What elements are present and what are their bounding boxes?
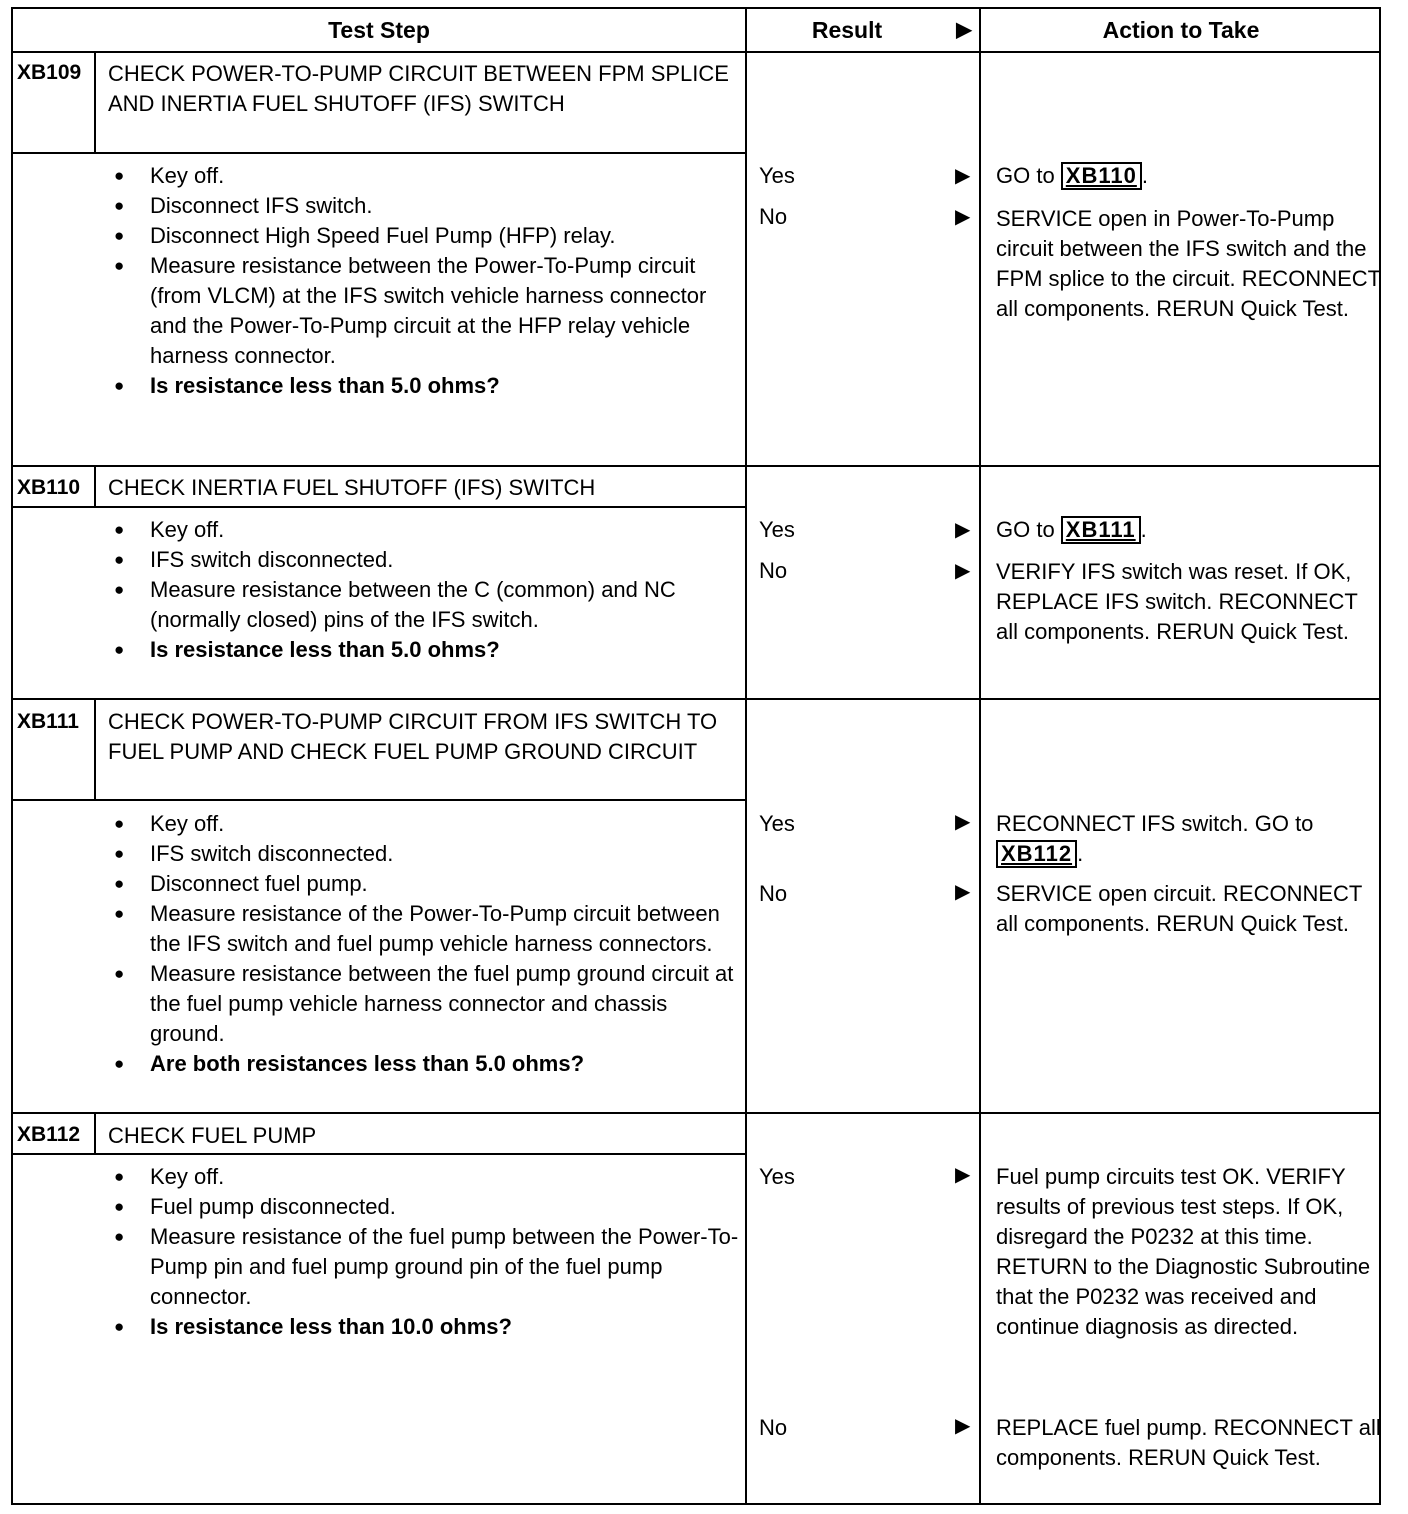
bullet-question: ● Are both resistances less than 5.0 ohms? (108, 1049, 748, 1079)
header-result: Result (811, 17, 883, 43)
arrow-icon: ▶ (955, 1415, 971, 1437)
title-divider (13, 506, 745, 508)
header-divider (13, 51, 1379, 53)
action-text: . (1077, 841, 1084, 866)
step-bullets (108, 809, 748, 1079)
bullet-question: ● Is resistance less than 10.0 ohms? (108, 1312, 748, 1342)
header-action: Action to Take (1102, 17, 1260, 43)
bullet-item: ● Key off. (108, 515, 748, 545)
action-text: . (1141, 163, 1148, 188)
header-arrow-icon: ▶ (956, 19, 972, 41)
bullet-item: ● Key off. (108, 1162, 748, 1192)
bullet-item: ● Disconnect fuel pump. (108, 869, 748, 899)
action-text: . (1140, 517, 1147, 542)
step-id: XB111 (17, 710, 79, 733)
step-reference-label: XB110 (1065, 163, 1137, 188)
step-id: XB110 (17, 476, 81, 499)
step-reference-label: XB112 (1001, 841, 1073, 866)
result-yes: Yes (759, 163, 795, 188)
arrow-icon: ▶ (955, 811, 971, 833)
action-text: RECONNECT IFS switch. GO to (996, 811, 1314, 836)
bullet-item: ● Key off. (108, 809, 748, 839)
action-text: GO to (996, 163, 1061, 188)
step-reference-label: XB111 (1065, 517, 1136, 542)
step-id: XB112 (17, 1123, 81, 1146)
bullet-item: ● Measure resistance between the Power-To-Pump circuit (from VLCM) at the IFS switch vehicle harness connector and the Power-To-Pump circuit at the HFP relay vehicle harness connector. (108, 251, 748, 371)
arrow-icon: ▶ (955, 519, 971, 541)
bullet-item: ● Measure resistance between the C (common) and NC (normally closed) pins of the IFS switch. (108, 575, 748, 635)
result-yes: Yes (759, 517, 795, 542)
bullet-item: ● Measure resistance of the fuel pump between the Power-To-Pump pin and fuel pump ground pin of the fuel pump connector. (108, 1222, 748, 1312)
id-divider (94, 467, 96, 507)
id-divider (94, 700, 96, 800)
step-bullets (108, 1162, 748, 1342)
arrow-icon: ▶ (955, 1164, 971, 1186)
column-divider (979, 9, 981, 1503)
step-reference[interactable] (1061, 516, 1141, 544)
bullet-item: ● Fuel pump disconnected. (108, 1192, 748, 1222)
step-title: CHECK FUEL PUMP (108, 1123, 317, 1148)
result-no: No (759, 204, 788, 229)
action-yes (996, 515, 1381, 545)
bullet-item: ● Measure resistance of the Power-To-Pump circuit between the IFS switch and fuel pump vehicle harness connectors. (108, 899, 748, 959)
bullet-item: ● IFS switch disconnected. (108, 545, 748, 575)
action-no: SERVICE open circuit. RECONNECT all components. RERUN Quick Test. (996, 881, 1362, 936)
title-divider (13, 152, 745, 154)
row-divider (13, 465, 1379, 467)
step-title: CHECK POWER-TO-PUMP CIRCUIT FROM IFS SWITCH TO FUEL PUMP AND CHECK FUEL PUMP GROUND CIRCUIT (108, 709, 718, 764)
header-test-step: Test Step (328, 17, 430, 43)
id-divider (94, 1114, 96, 1154)
step-reference[interactable] (1061, 162, 1142, 190)
arrow-icon: ▶ (955, 560, 971, 582)
bullet-question: ● Is resistance less than 5.0 ohms? (108, 371, 748, 401)
step-id: XB109 (17, 61, 82, 84)
result-yes: Yes (759, 811, 795, 836)
result-no: No (759, 558, 788, 583)
action-no: VERIFY IFS switch was reset. If OK, REPLACE IFS switch. RECONNECT all components. RERUN Quick Test. (996, 559, 1358, 644)
result-yes: Yes (759, 1164, 795, 1189)
action-yes: Fuel pump circuits test OK. VERIFY results of previous test steps. If OK, disregard the P0232 at this time. RETURN to the Diagnostic Subroutine that the P0232 was received and continue diagnosis as directed. (996, 1164, 1371, 1339)
bullet-question: ● Is resistance less than 5.0 ohms? (108, 635, 748, 665)
bullet-item: ● Measure resistance between the fuel pump ground circuit at the fuel pump vehicle harness connector and chassis ground. (108, 959, 748, 1049)
step-bullets (108, 161, 748, 401)
action-yes (996, 809, 1381, 869)
action-yes (996, 161, 1381, 191)
step-title: CHECK INERTIA FUEL SHUTOFF (IFS) SWITCH (108, 475, 596, 500)
action-no: REPLACE fuel pump. RECONNECT all components. RERUN Quick Test. (996, 1415, 1381, 1470)
bullet-item: ● Key off. (108, 161, 748, 191)
row-divider (13, 1112, 1379, 1114)
bullet-item: ● IFS switch disconnected. (108, 839, 748, 869)
bullet-item: ● Disconnect IFS switch. (108, 191, 748, 221)
step-reference[interactable] (996, 840, 1077, 868)
action-no: SERVICE open in Power-To-Pump circuit between the IFS switch and the FPM splice to the circuit. RECONNECT all components. RERUN Quick Test. (996, 206, 1381, 321)
title-divider (13, 799, 745, 801)
row-divider (13, 698, 1379, 700)
diagnostic-table (11, 7, 1381, 1505)
title-divider (13, 1153, 745, 1155)
arrow-icon: ▶ (955, 165, 971, 187)
result-no: No (759, 1415, 788, 1440)
id-divider (94, 51, 96, 153)
step-title: CHECK POWER-TO-PUMP CIRCUIT BETWEEN FPM SPLICE AND INERTIA FUEL SHUTOFF (IFS) SWITCH (108, 61, 729, 116)
step-bullets (108, 515, 748, 665)
result-no: No (759, 881, 788, 906)
action-text: GO to (996, 517, 1061, 542)
bullet-item: ● Disconnect High Speed Fuel Pump (HFP) relay. (108, 221, 748, 251)
arrow-icon: ▶ (955, 881, 971, 903)
arrow-icon: ▶ (955, 206, 971, 228)
